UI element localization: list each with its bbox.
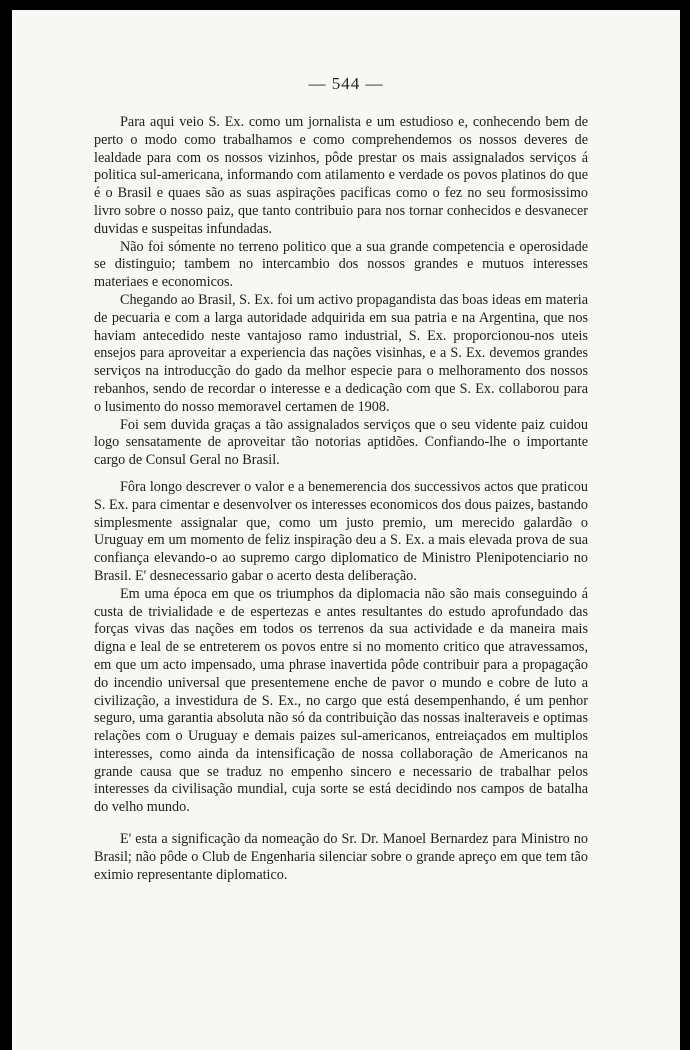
paragraph-7: E' esta a significação da nomeação do Sr. Dr. Manoel Bernardez para Ministro no Brasil; não pôde o Club de Engenharia silenciar sobre o grande apreço em que tem tão eximio representante diplomatico. — [94, 831, 588, 883]
body-text — [94, 114, 588, 884]
paragraph-4: Foi sem duvida graças a tão assignalados serviços que o seu vidente paiz cuidou logo sensatamente de aproveitar tão notorias aptidões. Confiando-lhe o importante cargo de Consul Geral no Brasil. — [94, 416, 588, 469]
paragraph-1: Para aqui veio S. Ex. como um jornalista e um estudioso e, conhecendo bem de perto o modo como trabalhamos e como comprehendemos os nossos deveres de lealdade para com os nossos vizinhos, pôde prestar os mais assignalados serviços á politica sul-americana, informando com atilamento e verdade os povos platinos do que é o Brasil e quaes são as suas aspirações pacificas como o fez no seu formosissimo livro sobre o nosso paiz, que tanto contribuio para nos tornar conhecidos e desvanecer duvidas e suspeitas infundadas. — [94, 114, 588, 237]
paragraph-2: Não foi sómente no terreno politico que a sua grande competencia e operosidade se distinguio; tambem no intercambio dos nossos grandes e mutuos interesses materiaes e economicos. — [94, 238, 588, 291]
paragraph-6: Em uma época em que os triumphos da diplomacia não são mais conseguindo á custa de trivialidade e de espertezas e antes resultantes do estudo aprofundado das forças vivas das nações em todos os terrenos da sua actividade e da maneira mais digna e leal de se entreterem os povos entre si no momento critico que atravessamos, em que um acto impensado, uma phrase inavertida pôde contribuir para a propagação do incendio universal que presentemene enche de pavor o mundo e cobre de luto a civilização, a investidura de S. Ex., no cargo que está desempenhando, é um penhor seguro, uma garantia absoluta não só da contribuição das nossas inalteraveis e optimas relações com o Uruguay e demais paizes sul-americanos, entreiaçados em multiplos interesses, como ainda da intensificação de nossa collaboração de Americanos na grande causa que se traduz no empenho sincero e necessario de trabalhar pelos interesses da civilisação mundial, cuja sorte se está decidindo nos campos de batalha do velho mundo. — [94, 585, 588, 816]
document-page — [12, 10, 680, 1050]
paragraph-5: Fôra longo descrever o valor e a benemerencia dos successivos actos que praticou S. Ex. para cimentar e desenvolver os interesses economicos dos dous paizes, bastando simplesmente assignalar que, como um justo premio, um merecido galardão o Uruguay em um momento de feliz inspiração deu a S. Ex. a mais elevada prova de sua confiança elevando-o ao supremo cargo diplomatico de Ministro Plenipotenciario no Brasil. E' desnecessario gabar o acerto desta deliberação. — [94, 478, 588, 584]
page-number: — 544 — — [308, 74, 384, 93]
paragraph-3: Chegando ao Brasil, S. Ex. foi um activo propagandista das boas ideas em materia de pecuaria e com a larga autoridade adquirida em sua patria e na Argentina, que nos haviam antecedido neste vantajoso ramo industrial, S. Ex. proporcionou-nos uteis ensejos para aproveitar a experiencia das nações visinhas, e a S. Ex. devemos grandes serviços na introducção do gado da melhor especie para o melhoramento dos nossos rebanhos, sendo de recordar o interesse e a dedicação com que S. Ex. collaborou para o lusimento do nosso memoravel certamen de 1908. — [94, 291, 588, 415]
